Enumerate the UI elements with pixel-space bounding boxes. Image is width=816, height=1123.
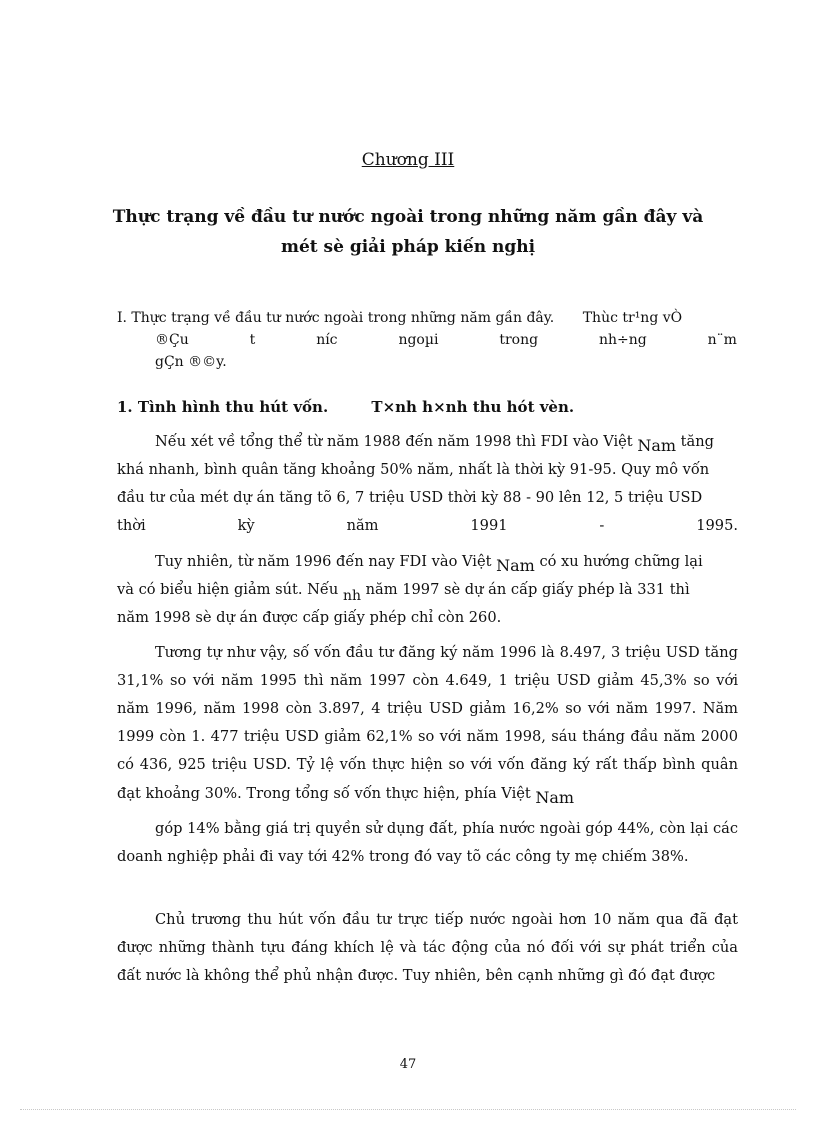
subsection-heading-1 xyxy=(117,398,574,416)
garbled-word: ngoµi xyxy=(398,332,439,348)
section-heading-1 xyxy=(117,307,737,373)
chapter-title-line-2: mét sè giải pháp kiến nghị xyxy=(280,237,536,257)
paragraph-2 xyxy=(117,547,738,632)
paragraph-5 xyxy=(117,906,738,990)
word: - xyxy=(599,517,605,534)
chapter-heading: Chương III xyxy=(361,150,455,170)
paragraph-3 xyxy=(117,639,738,808)
paragraph-text: Nếu xét về tổng thể từ năm 1988 đến năm 1998 thì FDI vào Việt xyxy=(155,433,633,450)
paragraph-text: góp 14% bằng giá trị quyền sử dụng đất, phía nước ngoài góp 44%, còn lại các doanh nghiệp phải đi vay tới 42% trong đó vay tõ các công ty mẹ chiếm 38%. xyxy=(117,820,738,865)
section-heading-text: I. Thực trạng về đầu tư nước ngoài trong những năm gần đây. xyxy=(117,310,555,326)
garbled-word: n¨m xyxy=(707,332,737,348)
garbled-word: nh÷ng xyxy=(598,332,647,348)
subsection-heading-text: 1. Tình hình thu hút vốn. xyxy=(117,398,329,416)
paragraph-text: Chủ trương thu hút vốn đầu tư trực tiếp nước ngoài hơn 10 năm qua đã đạt được những thành tựu đáng khích lệ và tác động của nó đối với sự phát triển của đất nước là không thể phủ nhận được. Tuy nhiên, bên cạnh những gì đó đạt được xyxy=(117,911,738,984)
chapter-title-line-1: Thực trạng về đầu tư nước ngoài trong những năm gần đây và xyxy=(112,207,704,227)
paragraph-line: khá nhanh, bình quân tăng khoảng 50% năm, nhất là thời kỳ 91-95. Quy mô vốn xyxy=(117,461,710,478)
page-number: 47 xyxy=(399,1057,417,1072)
garbled-word: ®Çu xyxy=(155,332,189,348)
paragraph-text: tăng xyxy=(680,433,714,450)
garbled-word: t xyxy=(249,332,256,348)
paragraph-text: năm 1997 sè dự án cấp giấy phép là 331 thì xyxy=(365,581,690,598)
raised-word: Nam xyxy=(535,788,575,807)
raised-word: nh xyxy=(342,588,362,604)
section-heading-garbled: Thùc tr¹ng vÒ xyxy=(582,310,683,326)
subsection-heading-garbled: T×nh h×nh thu hót vèn. xyxy=(371,398,575,416)
raised-word: Nam xyxy=(637,436,677,455)
chapter-title xyxy=(100,202,716,262)
paragraph-line-spread xyxy=(117,512,738,540)
word: thời xyxy=(117,517,146,534)
word: 1991 xyxy=(470,517,508,534)
garbled-word: trong xyxy=(499,332,539,348)
word: 1995. xyxy=(696,517,738,534)
word: kỳ xyxy=(237,517,255,534)
section-heading-garbled-end: gÇn ®©y. xyxy=(155,354,227,370)
raised-word: Nam xyxy=(496,556,535,575)
paragraph-line: đầu tư của mét dự án tăng tõ 6, 7 triệu USD thời kỳ 88 - 90 lên 12, 5 triệu USD xyxy=(117,489,703,506)
garbled-word: níc xyxy=(316,332,338,348)
paragraph-line: năm 1998 sè dự án được cấp giấy phép chỉ còn 260. xyxy=(117,609,502,626)
paragraph-text: Tuy nhiên, từ năm 1996 đến nay FDI vào Việt xyxy=(155,553,492,570)
paragraph-1 xyxy=(117,427,738,540)
paragraph-text: có xu hướng chững lại xyxy=(539,553,703,570)
section-heading-garbled-words xyxy=(117,329,737,351)
word: năm xyxy=(346,517,379,534)
paragraph-text: và có biểu hiện giảm sút. Nếu xyxy=(117,581,339,598)
paragraph-text: Tương tự như vậy, số vốn đầu tư đăng ký năm 1996 là 8.497, 3 triệu USD tăng 31,1% so với năm 1995 thì năm 1997 còn 4.649, 1 triệu USD giảm 45,3% so với năm 1996, năm 1998 còn 3.897, 4 triệu USD giảm 16,2% so với năm 1997. Năm 1999 còn 1. 477 triệu USD giảm 62,1% so với năm 1998, sáu tháng đầu năm 2000 có 436, 925 triệu USD. Tỷ lệ vốn thực hiện so với vốn đăng ký rất thấp bình quân đạt khoảng 30%. Trong tổng số vốn thực hiện, phía Việt xyxy=(117,644,738,802)
paragraph-4 xyxy=(117,815,738,871)
page-bottom-divider xyxy=(20,1109,796,1110)
